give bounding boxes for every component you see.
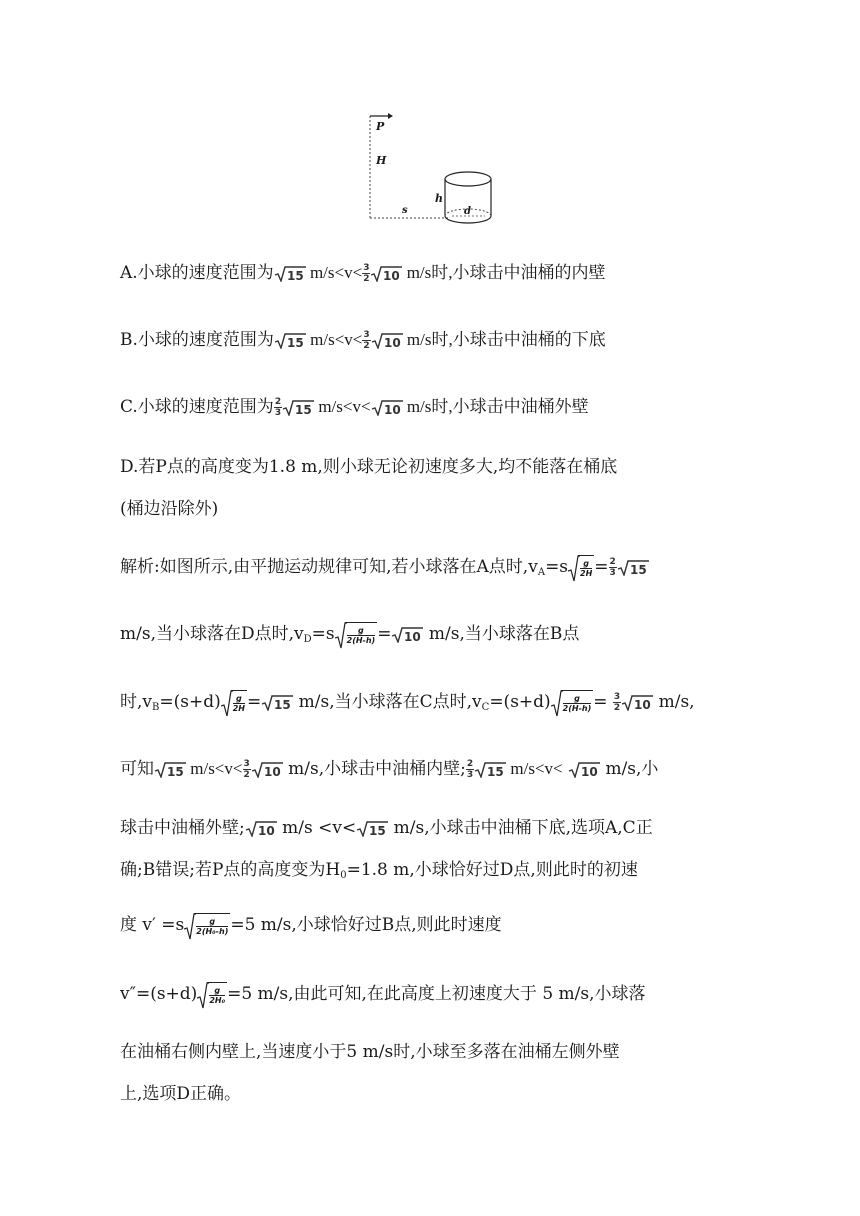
sqrt-fraction-icon: $\frac{g}{2(H-h)}$ [551, 690, 594, 715]
sqrt-icon [617, 560, 649, 576]
sqrt-icon [251, 762, 283, 778]
sqrt-icon [356, 821, 388, 837]
svg-text:10: 10 [383, 402, 401, 416]
sqrt-icon [568, 762, 600, 778]
sol-range: m/s<v< [186, 759, 243, 778]
sol-text: 球击中油桶外壁; [120, 818, 245, 838]
sol-text: m/s,小 [605, 759, 659, 779]
solution-line-4 [120, 757, 658, 781]
svg-text:15: 15 [629, 562, 647, 576]
option-a [120, 261, 606, 285]
sqrt-icon [274, 333, 306, 349]
option-a-unit: m/s时, [402, 263, 453, 282]
sol-text: 确;B错误;若P点的高度变为H [120, 860, 341, 880]
sol-text: m/s,当小球落在C点时,v [298, 692, 482, 712]
svg-text:15: 15 [295, 402, 312, 416]
sqrt-fraction-icon: $\frac{g}{2H}$ [221, 690, 247, 715]
label-s: s [402, 205, 408, 216]
diagram-svg [364, 108, 500, 230]
sqrt-icon [261, 695, 293, 711]
sqrt-icon [370, 266, 402, 282]
sub-C: C [481, 702, 490, 713]
label-P: P [376, 120, 385, 133]
projectile-diagram [364, 108, 500, 230]
sol-text: =5 m/s,由此可知,在此高度上初速度大于 5 m/s,小球落 [227, 984, 646, 1004]
option-c [120, 395, 589, 419]
option-b-unit: m/s时, [402, 330, 453, 349]
fraction-2-3: $\frac{2}{3}$ [274, 397, 282, 418]
sol-range: m/s<v< [506, 759, 563, 778]
sqrt-fraction-icon: $\frac{g}{\text{2H₀}}$ [197, 982, 227, 1007]
sol-text: m/s,小球击中油桶下底,选项A,C正 [393, 818, 653, 838]
option-b [120, 328, 606, 352]
option-a-prefix: A.小球的速度范围为 [120, 263, 274, 283]
sol-eq: =s [545, 557, 569, 577]
sqrt-icon [274, 266, 306, 282]
svg-text:10: 10 [263, 764, 281, 778]
sol-text: =(s+d) [159, 692, 221, 712]
svg-text:15: 15 [286, 335, 304, 349]
sol-text: =1.8 m,小球恰好过D点,则此时的初速 [346, 860, 638, 880]
solution-line-3 [120, 690, 695, 720]
label-d: d [464, 206, 471, 217]
svg-text:15: 15 [274, 697, 291, 711]
sol-text: 时,v [120, 692, 153, 712]
sqrt-icon [371, 400, 403, 416]
sub-0: 0 [340, 870, 347, 881]
sol-text: m/s,当小球落在D点时,v [120, 624, 304, 644]
solution-line-7 [120, 913, 502, 938]
solution-line-2 [120, 622, 579, 652]
svg-text:10: 10 [383, 268, 401, 282]
sol-text: =5 m/s,小球恰好过B点,则此时速度 [230, 915, 502, 935]
fraction-2-3: $\frac{2}{3}$ [609, 557, 616, 578]
svg-text:10: 10 [383, 335, 401, 349]
sol-text: =(s+d) [489, 692, 551, 712]
option-b-range: m/s<v< [305, 330, 363, 349]
fraction-3-2: $\frac{3}{2}$ [243, 759, 250, 780]
sol-text: 度 v′ =s [120, 915, 185, 935]
svg-text:10: 10 [581, 764, 598, 778]
fraction-3-2: $\frac{3}{2}$ [363, 330, 370, 351]
svg-text:10: 10 [634, 697, 651, 711]
label-H: H [376, 154, 387, 167]
option-a-range: m/s<v< [305, 263, 363, 282]
sol-eq2: = [247, 692, 262, 712]
sqrt-icon [154, 762, 186, 778]
svg-text:15: 15 [369, 823, 386, 837]
sol-text: m/s <v< [282, 818, 357, 838]
sub-D: D [303, 634, 312, 645]
solution-line-5 [120, 816, 653, 840]
option-c-prefix: C.小球的速度范围为 [120, 397, 274, 417]
sol-text: m/s,当小球落在B点 [428, 624, 580, 644]
option-d-line2: (桶边沿除外) [120, 499, 219, 519]
sol-eq: =s [311, 624, 335, 644]
sol-text: m/s,小球击中油桶内壁; [288, 759, 466, 779]
svg-text:15: 15 [286, 268, 304, 282]
sub-B: B [152, 702, 160, 713]
option-b-suffix: 小球击中油桶的下底 [452, 330, 606, 350]
option-d-line1: D.若P点的高度变为1.8 m,则小球无论初速度多大,均不能落在桶底 [120, 457, 618, 477]
sqrt-icon [245, 821, 277, 837]
svg-text:15: 15 [167, 764, 184, 778]
sqrt-fraction-icon: $\frac{g}{2(H-h)}$ [335, 622, 378, 647]
svg-text:15: 15 [487, 764, 504, 778]
sqrt-icon [621, 695, 653, 711]
sqrt-fraction-icon: $\frac{g}{\text{2(H₀-h)}}$ [184, 913, 230, 938]
sqrt-icon [371, 333, 403, 349]
option-c-range: m/s<v< [314, 397, 371, 416]
sol-text: 解析:如图所示,由平抛运动规律可知,若小球落在A点时,v [120, 557, 538, 577]
fraction-3-2: $\frac{3}{2}$ [363, 263, 370, 284]
solution-line-10: 上,选项D正确。 [120, 1084, 242, 1104]
option-a-suffix: 小球击中油桶的内壁 [452, 263, 606, 283]
sqrt-icon [474, 762, 506, 778]
sol-text: m/s, [658, 692, 695, 712]
sol-eq2: = [594, 557, 609, 577]
option-c-unit: m/s时, [402, 397, 453, 416]
sol-eq2: = [593, 692, 608, 712]
solution-line-9: 在油桶右侧内壁上,当速度小于5 m/s时,小球至多落在油桶左侧外壁 [120, 1042, 620, 1062]
sol-eq2: = [377, 624, 392, 644]
sol-text: 可知 [120, 759, 154, 779]
solution-line-6 [120, 858, 638, 888]
option-c-suffix: 小球击中油桶外壁 [452, 397, 589, 417]
svg-text:10: 10 [404, 629, 422, 643]
fraction-3-2: $\frac{3}{2}$ [613, 692, 621, 713]
option-b-prefix: B.小球的速度范围为 [120, 330, 274, 350]
solution-line-1 [120, 555, 649, 585]
fraction-2-3: $\frac{2}{3}$ [466, 759, 474, 780]
solution-line-8 [120, 982, 646, 1007]
sub-A: A [537, 567, 546, 578]
svg-text:10: 10 [257, 823, 275, 837]
label-h: h [435, 192, 443, 205]
sqrt-icon [282, 400, 314, 416]
sqrt-icon [391, 627, 423, 643]
sol-text: v″=(s+d) [120, 984, 198, 1004]
sqrt-fraction-icon: $\frac{g}{2H}$ [568, 555, 594, 580]
